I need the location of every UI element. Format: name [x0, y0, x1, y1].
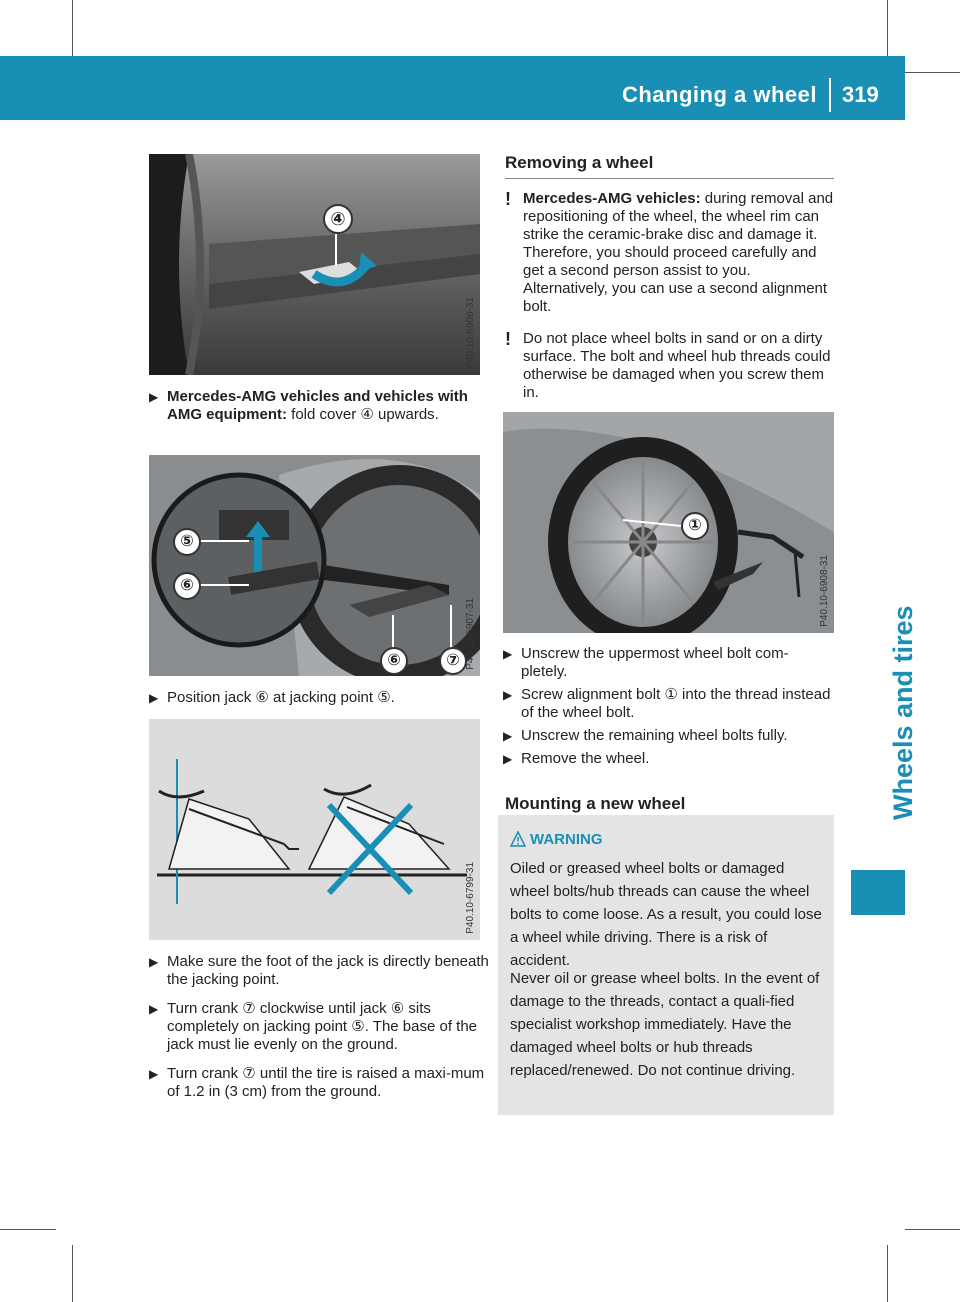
warning-paragraph: Oiled or greased wheel bolts or damaged wheel bolts/hub threads can cause the wheel bolts to come loose. As a result, you could lose a wheel while driving. There is a risk of accident. — [510, 860, 822, 969]
jack-alignment-illustration — [149, 719, 480, 940]
step-text: Position jack ⑥ at jacking point ⑤. — [167, 689, 395, 706]
step-arrow-icon: ▶ — [503, 729, 513, 743]
section-title-mounting: Mounting a new wheel — [505, 794, 686, 813]
section-side-label: Wheels and tires — [888, 605, 918, 820]
step-arrow-icon: ▶ — [149, 955, 159, 969]
figure-code: P40.10-6799-31 — [465, 862, 476, 934]
section-rule — [505, 178, 834, 179]
crop-mark — [887, 0, 888, 56]
header-separator — [829, 78, 831, 112]
step-fold-cover — [149, 388, 489, 424]
step-arrow-icon: ▶ — [503, 647, 513, 661]
section-title-removing: Removing a wheel — [505, 153, 654, 172]
notice-amg-removal — [505, 190, 837, 316]
notice-icon: ! — [505, 189, 511, 209]
callout-6: ⑥ — [380, 647, 408, 675]
figure-code: P40.10-6907-31 — [465, 598, 476, 670]
notice-wheel-bolts-surface — [505, 330, 837, 402]
callout-1: ① — [681, 512, 709, 540]
step-unscrew-uppermost — [503, 645, 833, 681]
step-text: fold cover ④ upwards. — [287, 406, 439, 423]
step-arrow-icon: ▶ — [149, 691, 159, 705]
step-arrow-icon: ▶ — [503, 688, 513, 702]
fold-cover-illustration — [149, 154, 480, 375]
step-turn-crank-raise — [149, 1065, 489, 1101]
step-text: Unscrew the uppermost wheel bolt com-pletely. — [521, 645, 789, 680]
step-arrow-icon: ▶ — [149, 1002, 159, 1016]
warning-box — [498, 815, 834, 1115]
step-text: Unscrew the remaining wheel bolts fully. — [521, 727, 788, 744]
step-text: Screw alignment bolt ① into the thread instead of the wheel bolt. — [521, 686, 831, 721]
step-remove-wheel — [503, 750, 833, 768]
notice-text: during removal and repositioning of the wheel, the wheel rim can strike the ceramic-brake disc and damage it. Therefore, you should proceed carefully and get a second person assist to you. Alternatively, you can use a second alignment bolt. — [523, 190, 834, 315]
callout-5: ⑤ — [173, 528, 201, 556]
crop-mark — [905, 72, 960, 73]
step-screw-alignment-bolt — [503, 686, 833, 722]
warning-triangle-icon — [510, 831, 526, 847]
warning-paragraph: Never oil or grease wheel bolts. In the event of damage to the threads, contact a quali-fied specialist workshop immediately. Have the damaged wheel bolts or hub threads replaced/renewed. Do not continue driving. — [510, 970, 820, 1079]
section-side-tab — [851, 870, 905, 915]
callout-7: ⑦ — [439, 647, 467, 675]
step-text: Turn crank ⑦ clockwise until jack ⑥ sits completely on jacking point ⑤. The base of the jack must lie evenly on the ground. — [167, 1000, 478, 1053]
step-text: Remove the wheel. — [521, 750, 650, 767]
step-arrow-icon: ▶ — [149, 390, 159, 404]
crop-mark — [72, 1245, 73, 1302]
figure-code: P40.10-6908-31 — [819, 555, 830, 627]
warning-label: WARNING — [530, 831, 603, 848]
step-text: Make sure the foot of the jack is directly beneath the jacking point. — [167, 953, 489, 988]
notice-icon: ! — [505, 329, 511, 349]
crop-mark — [72, 0, 73, 56]
step-arrow-icon: ▶ — [503, 752, 513, 766]
step-unscrew-remaining — [503, 727, 833, 745]
page-number: 319 — [842, 82, 879, 107]
callout-4: ④ — [323, 204, 353, 234]
step-arrow-icon: ▶ — [149, 1067, 159, 1081]
figure-jack-position — [149, 455, 480, 676]
notice-text: Do not place wheel bolts in sand or on a dirty surface. The bolt and wheel hub threads could otherwise be damaged when you screw them in. — [523, 330, 831, 401]
step-text: Turn crank ⑦ until the tire is raised a maxi-mum of 1.2 in (3 cm) from the ground. — [167, 1065, 485, 1100]
figure-code: P40.10-6906-31 — [465, 297, 476, 369]
step-lead: Mercedes-AMG vehicles and vehicles with AMG equipment: — [167, 388, 468, 423]
crop-mark — [887, 1245, 888, 1302]
step-position-jack — [149, 689, 489, 707]
alignment-bolt-illustration — [503, 412, 834, 633]
page-title: Changing a wheel — [621, 82, 817, 107]
notice-lead: Mercedes-AMG vehicles: — [523, 190, 701, 207]
figure-alignment-bolt — [503, 412, 834, 633]
figure-jack-alignment — [149, 719, 480, 940]
jack-position-illustration — [149, 455, 480, 676]
crop-mark — [905, 1229, 960, 1230]
figure-fold-cover — [149, 154, 480, 375]
step-jack-foot — [149, 953, 489, 989]
callout-6: ⑥ — [173, 572, 201, 600]
step-turn-crank-clockwise — [149, 1000, 489, 1054]
crop-mark — [0, 1229, 56, 1230]
